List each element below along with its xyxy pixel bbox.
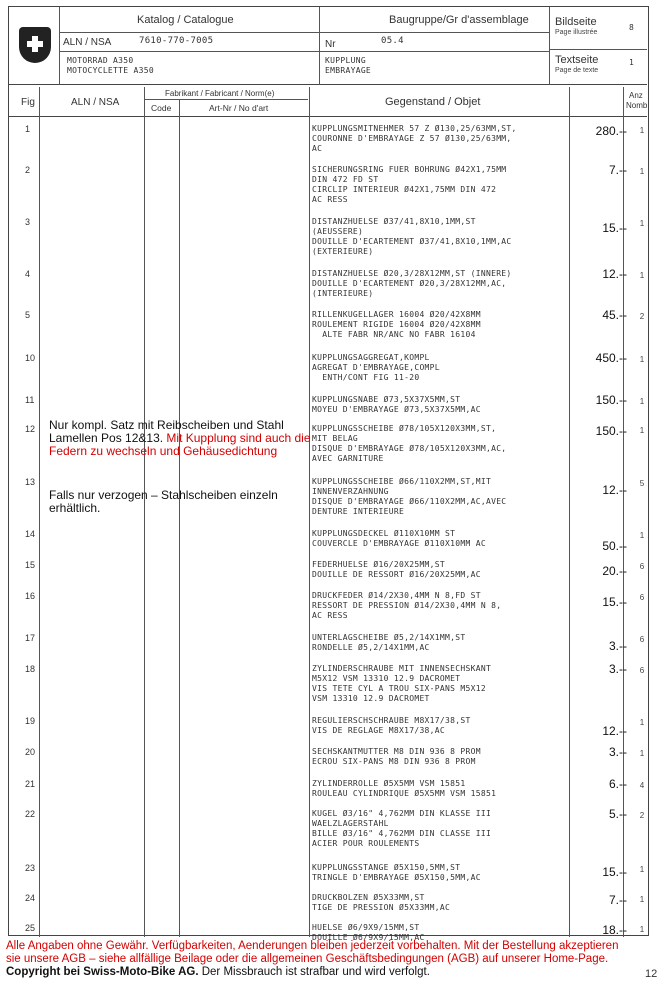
footer-disclaimer: [6, 940, 636, 979]
row-description: [312, 893, 570, 913]
note-clutch-set: [49, 419, 311, 458]
description-line: KUPPLUNGSNABE Ø73,5X37X5MM,ST: [312, 395, 461, 404]
row-description: [312, 747, 570, 767]
description-line: (AEUSSERE): [312, 227, 364, 236]
description-line: KUPPLUNGSAGGREGAT,KOMPL: [312, 353, 430, 362]
row-quantity: 2: [639, 811, 645, 820]
col-qty-top: Anz: [629, 91, 643, 100]
description-line: VIS TETE CYL A TROU SIX-PANS M5X12: [312, 684, 486, 693]
description-line: DOUILLE D'ECARTEMENT Ø20,3/28X12MM,AC,: [312, 279, 507, 288]
col-artnr: Art-Nr / No d'art: [209, 103, 269, 113]
row-price: 150.--: [595, 393, 627, 407]
row-price: 5.--: [609, 807, 627, 821]
row-description: [312, 124, 570, 154]
note-clutch-set-black: Nur kompl. Satz mit Reibscheiben und Stahl Lamellen Pos 12&13.: [49, 418, 284, 445]
row-description: [312, 477, 570, 517]
description-line: KUPPLUNGSMITNEHMER 57 Z Ø130,25/63MM,ST,: [312, 124, 517, 133]
swiss-cross-icon: [19, 27, 51, 63]
description-line: (EXTERIEURE): [312, 247, 374, 256]
row-quantity: 6: [639, 562, 645, 571]
description-line: WAELZLAGERSTAHL: [312, 819, 389, 828]
row-fig: 21: [25, 779, 36, 789]
description-line: DISTANZHUELSE Ø37/41,8X10,1MM,ST: [312, 217, 476, 226]
col-qty-bottom: Nomb: [626, 101, 648, 110]
col-manufacturer: Fabrikant / Fabricant / Norm(e): [165, 89, 275, 98]
row-price: 3.--: [609, 745, 627, 759]
row-quantity: 1: [639, 865, 645, 874]
description-line: DISTANZHUELSE Ø20,3/28X12MM,ST (INNERE): [312, 269, 512, 278]
description-line: DOUILLE D'ECARTEMENT Ø37/41,8X10,1MM,AC: [312, 237, 512, 246]
description-line: AC RESS: [312, 611, 348, 620]
row-quantity: 1: [639, 925, 645, 934]
description-line: ROULEAU CYLINDRIQUE Ø5X5MM VSM 15851: [312, 789, 497, 798]
description-line: DISQUE D'EMBRAYAGE Ø78/105X120X3MM,AC,: [312, 444, 507, 453]
description-line: VSM 13310 12.9 DACROMET: [312, 694, 430, 703]
description-line: VIS DE REGLAGE M8X17/38,AC: [312, 726, 446, 735]
row-fig: 3: [25, 217, 31, 227]
bildseite-label: Bildseite: [555, 16, 597, 28]
row-fig: 11: [25, 395, 35, 405]
row-quantity: 1: [639, 531, 645, 540]
row-price: 15.--: [602, 865, 627, 879]
row-description: [312, 269, 570, 299]
col-code: Code: [151, 103, 172, 113]
row-price: 12.--: [602, 724, 627, 738]
row-quantity: 6: [639, 593, 645, 602]
description-line: RONDELLE Ø5,2/14X1MM,AC: [312, 643, 430, 652]
row-fig: 5: [25, 310, 31, 320]
column-header-row: [9, 87, 647, 117]
description-line: KUPPLUNGSSCHEIBE Ø66/110X2MM,ST,MIT: [312, 477, 492, 486]
row-quantity: 1: [639, 895, 645, 904]
row-quantity: 1: [639, 126, 645, 135]
row-fig: 19: [25, 716, 36, 726]
description-line: KUPPLUNGSDECKEL Ø110X10MM ST: [312, 529, 456, 538]
description-line: INNENVERZAHNUNG: [312, 487, 389, 496]
row-quantity: 1: [639, 426, 645, 435]
row-description: [312, 809, 570, 849]
nr-value: 05.4: [381, 36, 404, 46]
row-fig: 1: [25, 124, 31, 134]
row-fig: 14: [25, 529, 36, 539]
row-fig: 13: [25, 477, 36, 487]
description-line: ECROU SIX-PANS M8 DIN 936 8 PROM: [312, 757, 476, 766]
description-line: CIRCLIP INTERIEUR Ø42X1,75MM DIN 472: [312, 185, 497, 194]
group-fr: EMBRAYAGE: [325, 66, 372, 75]
row-quantity: 1: [639, 397, 645, 406]
row-price: 12.--: [602, 483, 627, 497]
description-line: RILLENKUGELLAGER 16004 Ø20/42X8MM: [312, 310, 481, 319]
description-line: KUGEL Ø3/16" 4,762MM DIN KLASSE III: [312, 809, 492, 818]
description-line: DRUCKFEDER Ø14/2X30,4MM N 8,FD ST: [312, 591, 481, 600]
row-description: [312, 633, 570, 653]
row-price: 15.--: [602, 221, 627, 235]
row-fig: 10: [25, 353, 36, 363]
description-line: SICHERUNGSRING FUER BOHRUNG Ø42X1,75MM: [312, 165, 507, 174]
row-quantity: 6: [639, 666, 645, 675]
misuse-text: Der Missbrauch ist strafbar und wird verfolgt.: [201, 966, 430, 978]
description-line: DOUILLE Ø6/9X9/15MM,AC: [312, 933, 425, 942]
description-line: TIGE DE PRESSION Ø5X33MM,AC: [312, 903, 451, 912]
col-fig: Fig: [21, 97, 35, 108]
row-description: [312, 529, 570, 549]
description-line: DENTURE INTERIEURE: [312, 507, 405, 516]
catalog-label: Katalog / Catalogue: [137, 14, 234, 26]
row-description: [312, 165, 570, 205]
row-price: 6.--: [609, 777, 627, 791]
row-description: [312, 591, 570, 621]
description-line: MOYEU D'EMBRAYAGE Ø73,5X37X5MM,AC: [312, 405, 481, 414]
row-quantity: 4: [639, 781, 645, 790]
row-fig: 12: [25, 424, 36, 434]
row-description: [312, 863, 570, 883]
row-description: [312, 217, 570, 257]
row-quantity: 6: [639, 635, 645, 644]
row-fig: 15: [25, 560, 36, 570]
description-line: M5X12 VSM 13310 12.9 DACROMET: [312, 674, 461, 683]
row-description: [312, 424, 570, 464]
description-line: AVEC GARNITURE: [312, 454, 384, 463]
description-line: DISQUE D'EMBRAYAGE Ø66/110X2MM,AC,AVEC: [312, 497, 507, 506]
description-line: AC RESS: [312, 195, 348, 204]
description-line: KUPPLUNGSSCHEIBE Ø78/105X120X3MM,ST,: [312, 424, 497, 433]
row-quantity: 1: [639, 749, 645, 758]
row-description: [312, 560, 570, 580]
row-price: 20.--: [602, 564, 627, 578]
row-quantity: 1: [639, 718, 645, 727]
row-fig: 20: [25, 747, 36, 757]
description-line: DRUCKBOLZEN Ø5X33MM,ST: [312, 893, 425, 902]
row-price: 7.--: [609, 893, 627, 907]
note-warped: Falls nur verzogen – Stahlscheiben einzeln erhältlich.: [49, 488, 278, 515]
description-line: AGREGAT D'EMBRAYAGE,COMPL: [312, 363, 440, 372]
description-line: TRINGLE D'EMBRAYAGE Ø5X150,5MM,AC: [312, 873, 481, 882]
description-line: COURONNE D'EMBRAYAGE Z 57 Ø130,25/63MM,: [312, 134, 512, 143]
row-fig: 16: [25, 591, 36, 601]
row-description: [312, 353, 570, 383]
textseite-value: 1: [629, 58, 635, 67]
textseite-label: Textseite: [555, 54, 599, 66]
row-fig: 22: [25, 809, 36, 819]
description-line: ENTH/CONT FIG 11-20: [312, 373, 420, 382]
row-fig: 25: [25, 923, 36, 933]
row-quantity: 1: [639, 355, 645, 364]
catalog-sheet: [8, 6, 649, 942]
vehicle-de: MOTORRAD A350: [67, 56, 134, 65]
description-line: (INTERIEURE): [312, 289, 374, 298]
row-price: 45.--: [602, 308, 627, 322]
row-price: 450.--: [595, 351, 627, 365]
row-fig: 17: [25, 633, 36, 643]
description-line: ZYLINDERSCHRAUBE MIT INNENSECHSKANT: [312, 664, 492, 673]
nr-label: Nr: [325, 39, 336, 50]
vehicle-fr: MOTOCYCLETTE A350: [67, 66, 154, 75]
row-description: [312, 716, 570, 736]
row-quantity: 1: [639, 167, 645, 176]
note-clutch-set-red: Mit Kupplung sind auch die Federn zu wechseln und Gehäusedichtung: [49, 431, 311, 458]
description-line: REGULIERSCHSCHRAUBE M8X17/38,ST: [312, 716, 471, 725]
description-line: MIT BELAG: [312, 434, 359, 443]
catalog-header: [9, 7, 647, 85]
col-object: Gegenstand / Objet: [385, 96, 481, 108]
disclaimer-text: Alle Angaben ohne Gewähr. Verfügbarkeiten, Aenderungen bleiben jederzeit vorbehalten. Mit der Bestellung akzeptieren sie unsere AGB – siehe allfällige Beilage oder die allgemeinen Geschäftsbedingungen (AGB) auf unserer Home-Page.: [6, 940, 619, 965]
group-de: KUPPLUNG: [325, 56, 366, 65]
row-description: [312, 395, 570, 415]
aln-value: 7610-770-7005: [139, 36, 214, 46]
row-price: 15.--: [602, 595, 627, 609]
description-line: ZYLINDERROLLE Ø5X5MM VSM 15851: [312, 779, 466, 788]
page-texte-label: Page de texte: [555, 67, 599, 74]
description-line: AC: [312, 144, 323, 153]
row-fig: 2: [25, 165, 31, 175]
row-price: 7.--: [609, 163, 627, 177]
row-description: [312, 664, 570, 704]
row-fig: 4: [25, 269, 31, 279]
description-line: COUVERCLE D'EMBRAYAGE Ø110X10MM AC: [312, 539, 486, 548]
row-price: 280.--: [595, 124, 627, 138]
row-price: 18.--: [602, 923, 627, 937]
row-price: 3.--: [609, 662, 627, 676]
row-price: 150.--: [595, 424, 627, 438]
description-line: HUELSE Ø6/9X9/15MM,ST: [312, 923, 420, 932]
row-fig: 23: [25, 863, 36, 873]
col-aln: ALN / NSA: [71, 97, 120, 108]
description-line: ACIER POUR ROULEMENTS: [312, 839, 420, 848]
page-illustree-label: Page illustrée: [555, 29, 598, 36]
aln-label: ALN / NSA: [63, 37, 112, 48]
row-description: [312, 310, 570, 340]
row-fig: 18: [25, 664, 36, 674]
description-line: BILLE Ø3/16" 4,762MM DIN CLASSE III: [312, 829, 492, 838]
row-price: 12.--: [602, 267, 627, 281]
bildseite-value: 8: [629, 23, 635, 32]
row-fig: 24: [25, 893, 36, 903]
row-quantity: 2: [639, 312, 645, 321]
page-number: 12: [645, 968, 657, 980]
row-description: [312, 779, 570, 799]
row-price: 50.--: [602, 539, 627, 553]
description-line: KUPPLUNGSSTANGE Ø5X150,5MM,ST: [312, 863, 461, 872]
description-line: ALTE FABR NR/ANC NO FABR 16104: [312, 330, 476, 339]
row-quantity: 1: [639, 219, 645, 228]
row-quantity: 5: [639, 479, 645, 488]
assembly-label: Baugruppe/Gr d'assemblage: [389, 14, 529, 26]
row-quantity: 1: [639, 271, 645, 280]
description-line: ROULEMENT RIGIDE 16004 Ø20/42X8MM: [312, 320, 481, 329]
description-line: DIN 472 FD ST: [312, 175, 379, 184]
row-price: 3.--: [609, 639, 627, 653]
description-line: UNTERLAGSCHEIBE Ø5,2/14X1MM,ST: [312, 633, 466, 642]
copyright-text: Copyright bei Swiss-Moto-Bike AG.: [6, 966, 199, 978]
description-line: DOUILLE DE RESSORT Ø16/20X25MM,AC: [312, 570, 481, 579]
description-line: RESSORT DE PRESSION Ø14/2X30,4MM N 8,: [312, 601, 502, 610]
description-line: FEDERHUELSE Ø16/20X25MM,ST: [312, 560, 446, 569]
description-line: SECHSKANTMUTTER M8 DIN 936 8 PROM: [312, 747, 481, 756]
